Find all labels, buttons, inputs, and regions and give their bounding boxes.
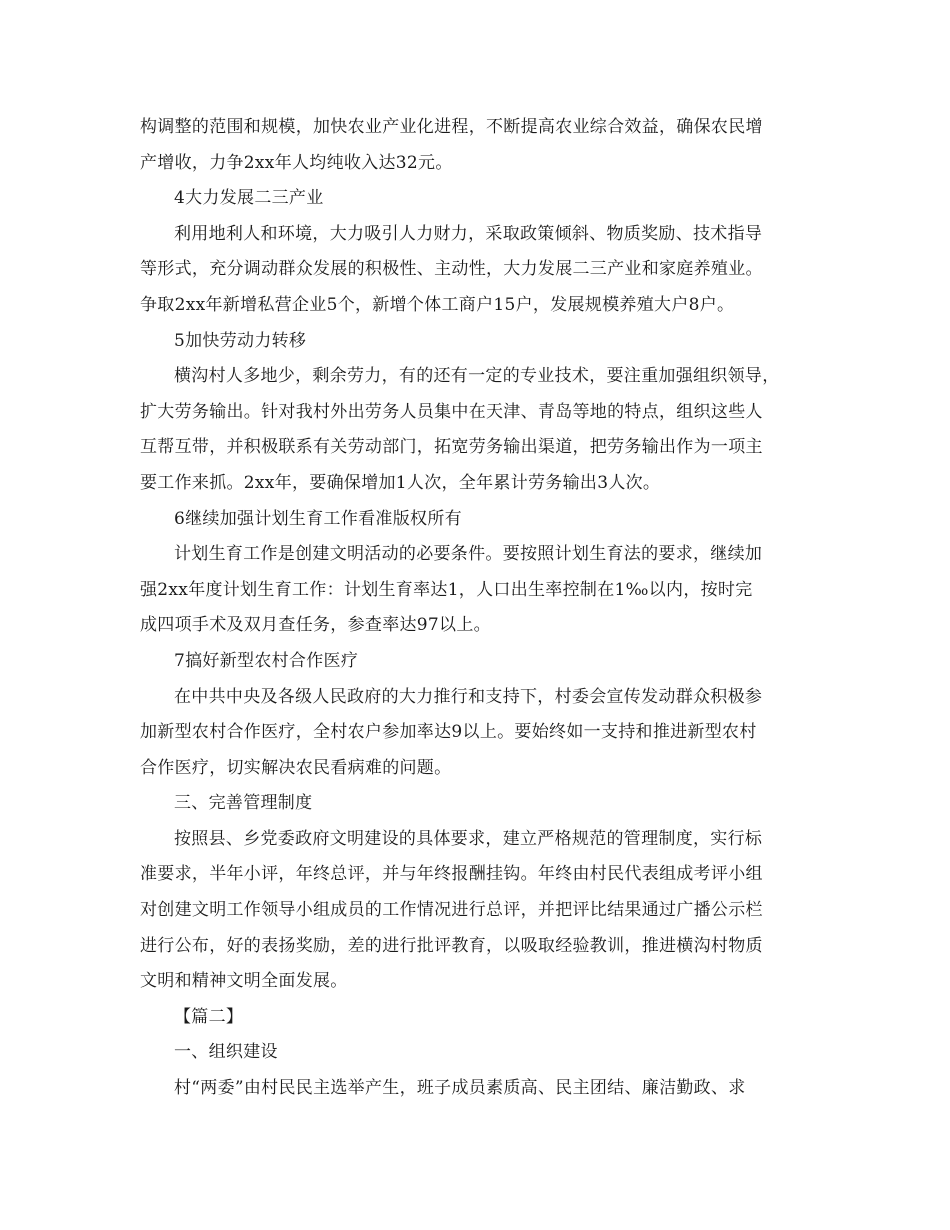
text-line: 计划生育工作是创建文明活动的必要条件。要按照计划生育法的要求，继续加 [174,544,763,565]
text-line: 对创建文明工作领导小组成员的工作情况进行总评，并把评比结果通过广播公示栏 [140,900,763,921]
text-line: 在中共中央及各级人民政府的大力推行和支持下，村委会宣传发动群众积极参 [174,686,763,707]
text-line: 争取2xx年新增私营企业5个，新增个体工商户15户，发展规模养殖大户8户。 [140,294,735,315]
text-line: 文明和精神文明全面发展。 [140,971,348,992]
text-line: 按照县、乡党委政府文明建设的具体要求，建立严格规范的管理制度，实行标 [174,828,763,849]
text-line: 准要求，半年小评，年终总评，并与年终报酬挂钩。年终由村民代表组成考评小组 [140,864,763,885]
text-line: 扩大劳务输出。针对我村外出劳务人员集中在天津、青岛等地的特点，组织这些人 [140,401,763,422]
text-line: 一、组织建设 [174,1042,278,1063]
text-line: 6继续加强计划生育工作看准版权所有 [174,508,462,529]
text-line: 三、完善管理制度 [174,793,313,814]
text-line: 7搞好新型农村合作医疗 [174,650,359,671]
text-line: 合作医疗，切实解决农民看病难的问题。 [140,757,452,778]
text-line: 【篇二】 [174,1006,244,1027]
text-line: 要工作来抓。2xx年，要确保增加1人次，全年累计劳务输出3人次。 [140,472,661,493]
text-line: 构调整的范围和规模，加快农业产业化进程，不断提高农业综合效益，确保农民增 [140,117,763,137]
text-line: 4大力发展二三产业 [174,188,324,209]
text-line: 5加快劳动力转移 [174,330,307,351]
text-line: 进行公布，好的表扬奖励，差的进行批评教育，以吸取经验教训，推进横沟村物质 [140,935,763,956]
text-line: 加新型农村合作医疗，全村农户参加率达9以上。要始终如一支持和推进新型农村 [140,722,757,743]
text-line: 村“两委”由村民民主选举产生，班子成员素质高、民主团结、廉洁勤政、求 [174,1078,746,1099]
text-line: 成四项手术及双月查任务，参查率达97以上。 [140,615,491,636]
document-body [140,110,830,1107]
text-line: 强2xx年度计划生育工作：计划生育率达1，人口出生率控制在1‰以内，按时完 [140,579,753,600]
text-line: 利用地利人和环境，大力吸引人力财力，采取政策倾斜、物质奖励、技术指导 [174,223,763,244]
text-line: 产增收，力争2xx年人均纯收入达32元。 [140,152,453,173]
text-line: 等形式，充分调动群众发展的积极性、主动性，大力发展二三产业和家庭养殖业。 [140,259,763,280]
text-line: 互帮互带，并积极联系有关劳动部门，拓宽劳务输出渠道，把劳务输出作为一项主 [140,437,763,458]
text-line: 横沟村人多地少，剩余劳力，有的还有一定的专业技术，要注重加强组织领导， [174,366,780,387]
